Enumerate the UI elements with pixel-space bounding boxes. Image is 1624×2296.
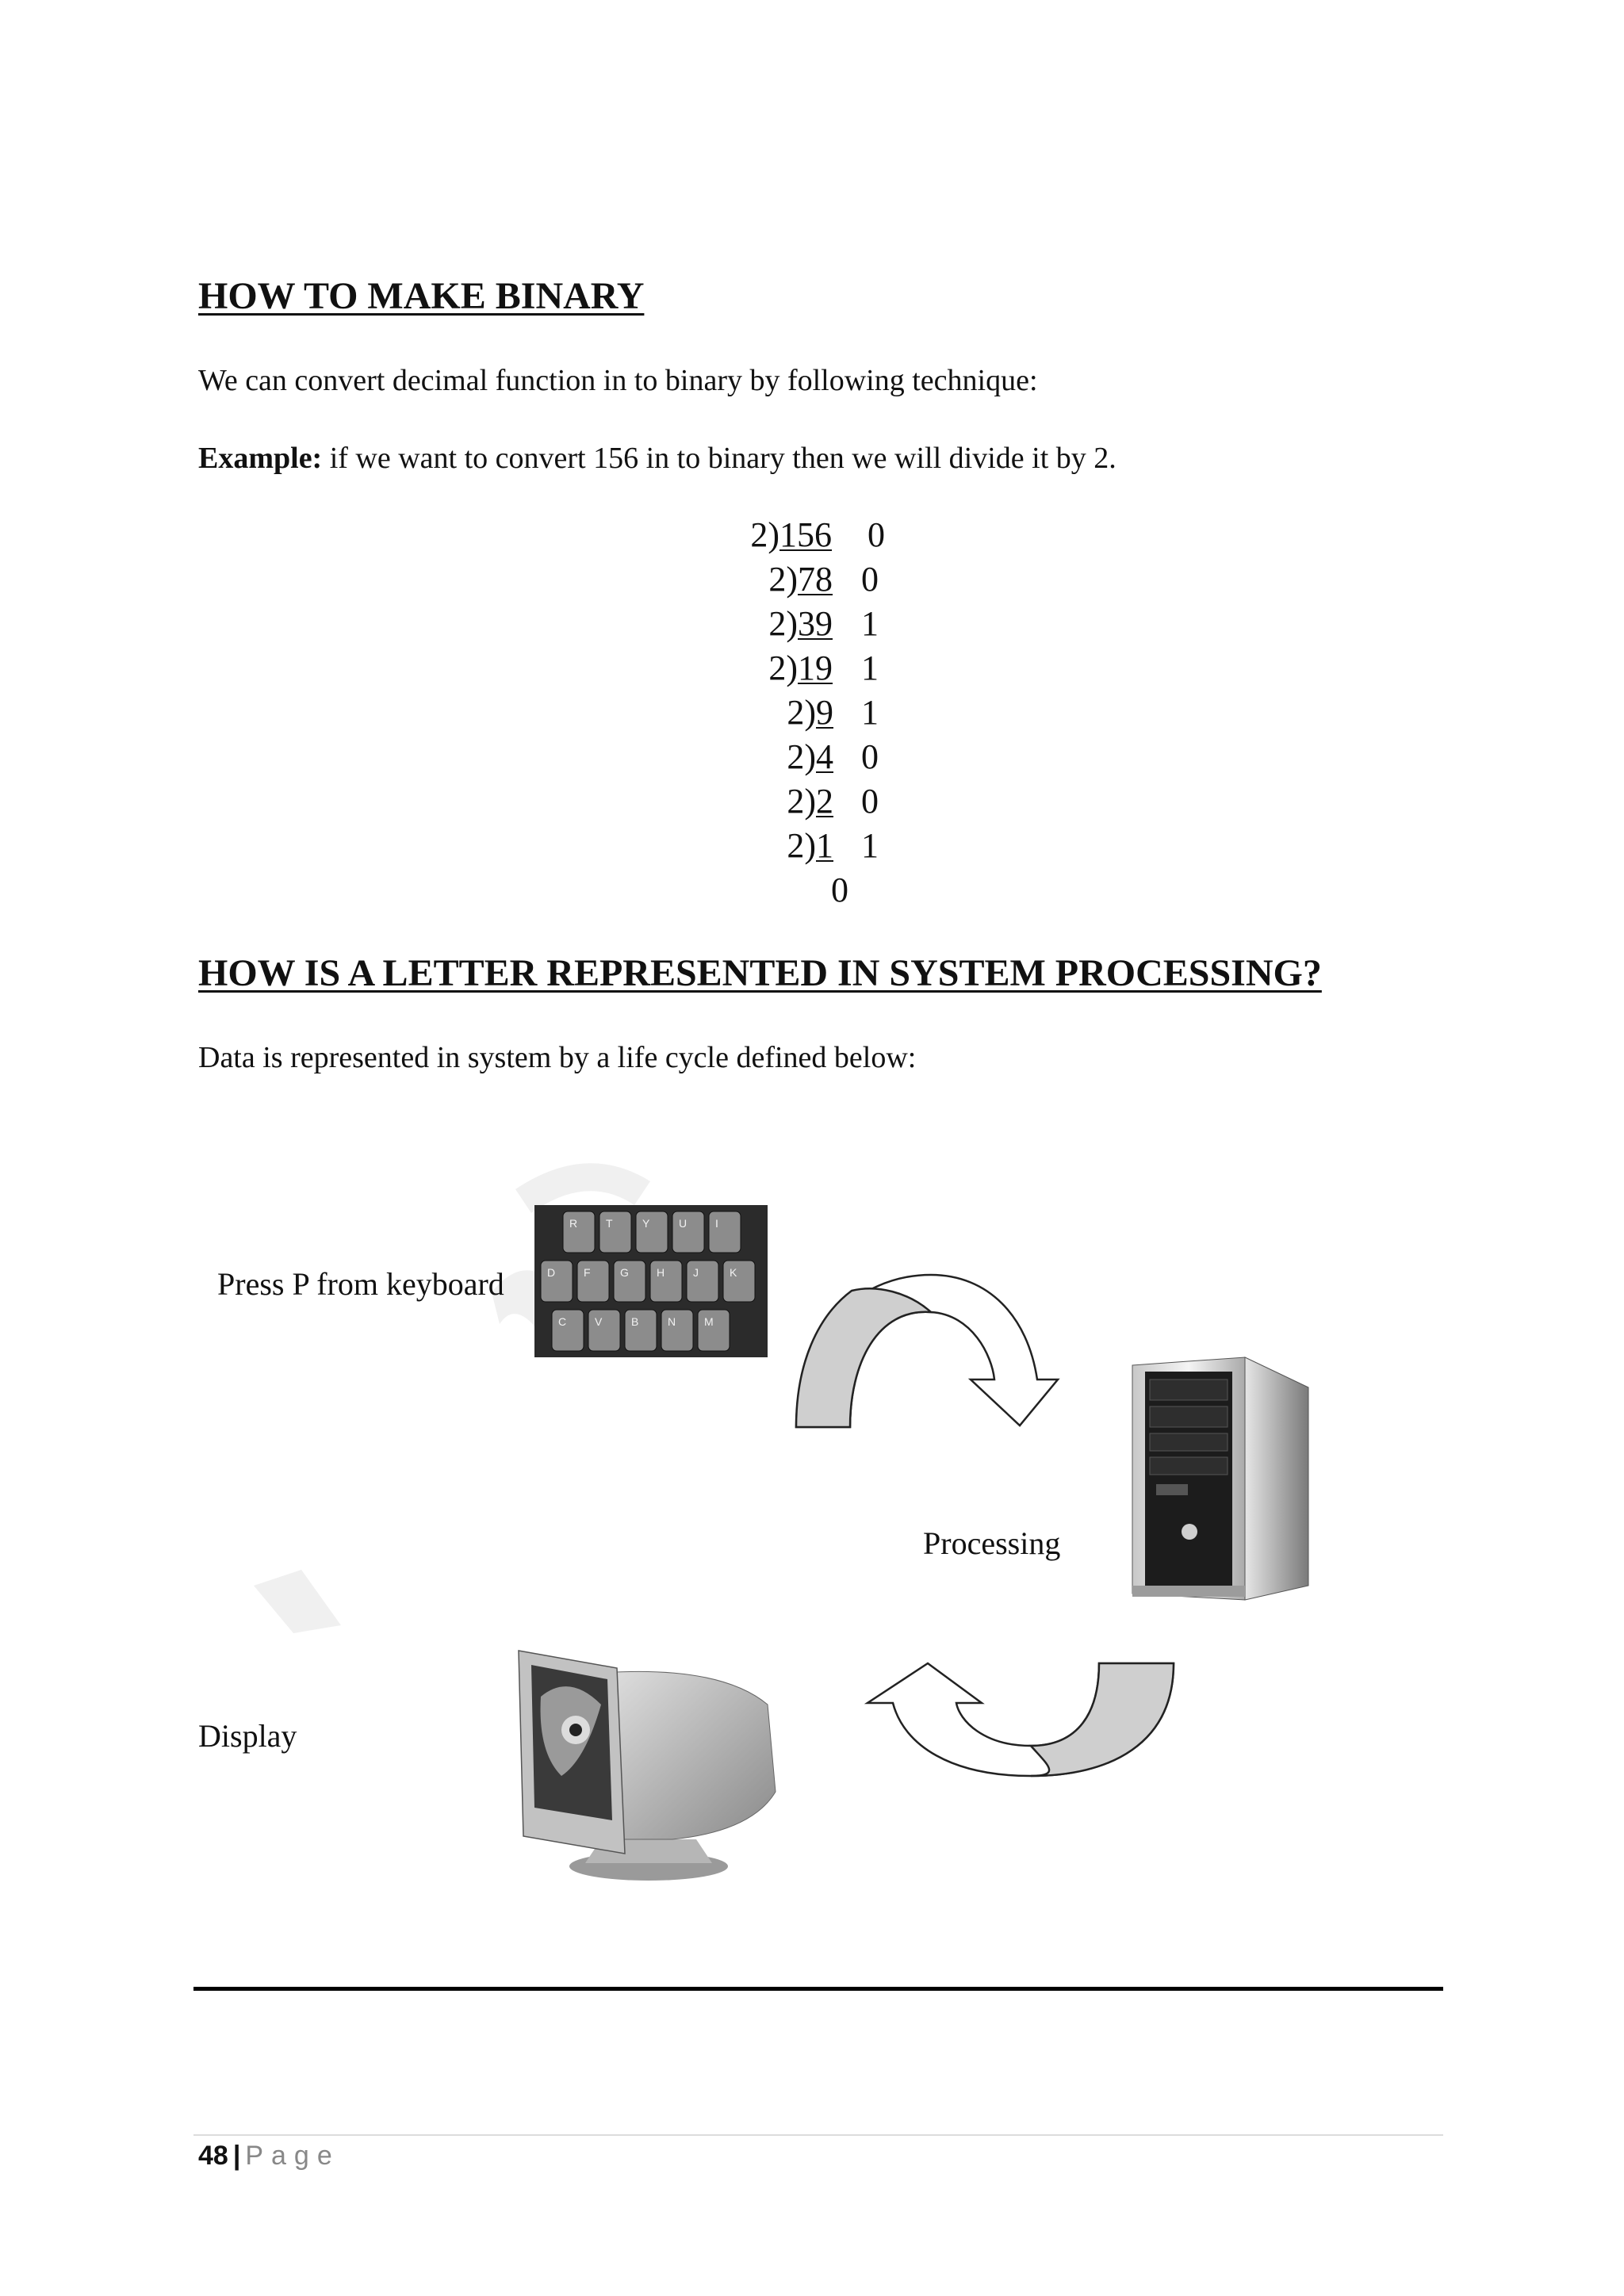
division-row [0, 779, 1624, 824]
section-heading-letter-representation: HOW IS A LETTER REPRESENTED IN SYSTEM PROCESSING? [198, 952, 1322, 994]
keyboard-key-label: T [606, 1217, 613, 1230]
section-heading-binary: HOW TO MAKE BINARY [198, 275, 645, 317]
keyboard-key-label: G [620, 1266, 629, 1279]
division-divisor: 2) [750, 515, 779, 554]
division-remainder: 1 [861, 693, 879, 732]
division-dividend: 39 [798, 604, 833, 643]
division-dividend: 4 [816, 737, 833, 776]
division-remainder: 0 [861, 782, 879, 821]
division-divisor: 2) [768, 649, 798, 687]
keyboard-key [687, 1261, 718, 1302]
division-divisor: 2) [787, 782, 816, 821]
keyboard-key-label: C [558, 1315, 567, 1328]
keyboard-key-label: F [584, 1266, 591, 1279]
footer-rule [193, 1987, 1443, 1991]
binary-intro-text: We can convert decimal function in to binary by following technique: [198, 364, 1038, 397]
keyboard-label: Press P from keyboard [217, 1266, 504, 1302]
division-row [0, 513, 1624, 557]
keyboard-key-label: H [657, 1266, 665, 1279]
processing-label: Processing [923, 1525, 1061, 1561]
division-row [0, 602, 1624, 646]
division-remainder: 0 [861, 737, 879, 776]
division-row [0, 557, 1624, 602]
footer-separator: | [232, 2141, 241, 2171]
keyboard-key [552, 1310, 584, 1351]
curved-arrow-to-processing-icon [790, 1269, 1067, 1435]
keyboard-key-label: I [715, 1217, 718, 1230]
division-dividend: 156 [779, 515, 832, 554]
keyboard-key-label: D [547, 1266, 556, 1279]
computer-tower-image [1126, 1348, 1321, 1609]
division-divisor: 2) [787, 826, 816, 865]
division-row [0, 646, 1624, 691]
keyboard-key [650, 1261, 682, 1302]
example-paragraph [198, 441, 1116, 476]
keyboard-key-label: U [679, 1217, 688, 1230]
keyboard-key-label: M [704, 1315, 714, 1328]
display-label: Display [198, 1718, 297, 1754]
keyboard-key-label: B [631, 1315, 639, 1328]
division-divisor: 2) [768, 560, 798, 599]
division-final-quotient: 0 [831, 871, 848, 909]
example-label: Example: [198, 442, 323, 475]
division-divisor: 2) [787, 693, 816, 732]
example-text: if we want to convert 156 in to binary then we will divide it by 2. [322, 442, 1116, 475]
letter-representation-intro: Data is represented in system by a life cycle defined below: [198, 1041, 917, 1074]
keyboard-image [534, 1205, 768, 1357]
keyboard-key-label: V [595, 1315, 603, 1328]
division-dividend: 1 [816, 826, 833, 865]
division-divisor: 2) [787, 737, 816, 776]
page-footer [198, 2141, 340, 2172]
division-dividend: 19 [798, 649, 833, 687]
curved-arrow-to-display-icon [848, 1657, 1182, 1784]
page-word: Page [245, 2141, 340, 2171]
keyboard-key [723, 1261, 755, 1302]
keyboard-key [599, 1211, 631, 1253]
keyboard-key [698, 1310, 730, 1351]
keyboard-key-label: J [693, 1266, 699, 1279]
keyboard-key [541, 1261, 573, 1302]
division-remainder: 0 [868, 515, 885, 554]
division-row [0, 691, 1624, 735]
division-remainder: 1 [861, 826, 879, 865]
keyboard-key [661, 1310, 693, 1351]
binary-division-table [0, 513, 1624, 925]
keyboard-key-label: R [569, 1217, 578, 1230]
keyboard-key [563, 1211, 595, 1253]
division-remainder: 1 [861, 604, 879, 643]
division-divisor: 2) [768, 604, 798, 643]
keyboard-key [625, 1310, 657, 1351]
keyboard-key [672, 1211, 704, 1253]
division-dividend: 78 [798, 560, 833, 599]
keyboard-key [577, 1261, 609, 1302]
division-remainder: 1 [861, 649, 879, 687]
crt-monitor-image [514, 1641, 783, 1887]
keyboard-key [636, 1211, 668, 1253]
keyboard-key [588, 1310, 620, 1351]
keyboard-key-label: N [668, 1315, 676, 1328]
keyboard-key-label: K [730, 1266, 737, 1279]
division-row [0, 735, 1624, 779]
division-row [0, 824, 1624, 868]
keyboard-key [709, 1211, 741, 1253]
division-dividend: 2 [816, 782, 833, 821]
keyboard-key-label: Y [642, 1217, 650, 1230]
division-dividend: 9 [816, 693, 833, 732]
division-remainder: 0 [861, 560, 879, 599]
keyboard-key [614, 1261, 645, 1302]
footer-divider [193, 2134, 1443, 2136]
page-number: 48 [198, 2141, 228, 2171]
